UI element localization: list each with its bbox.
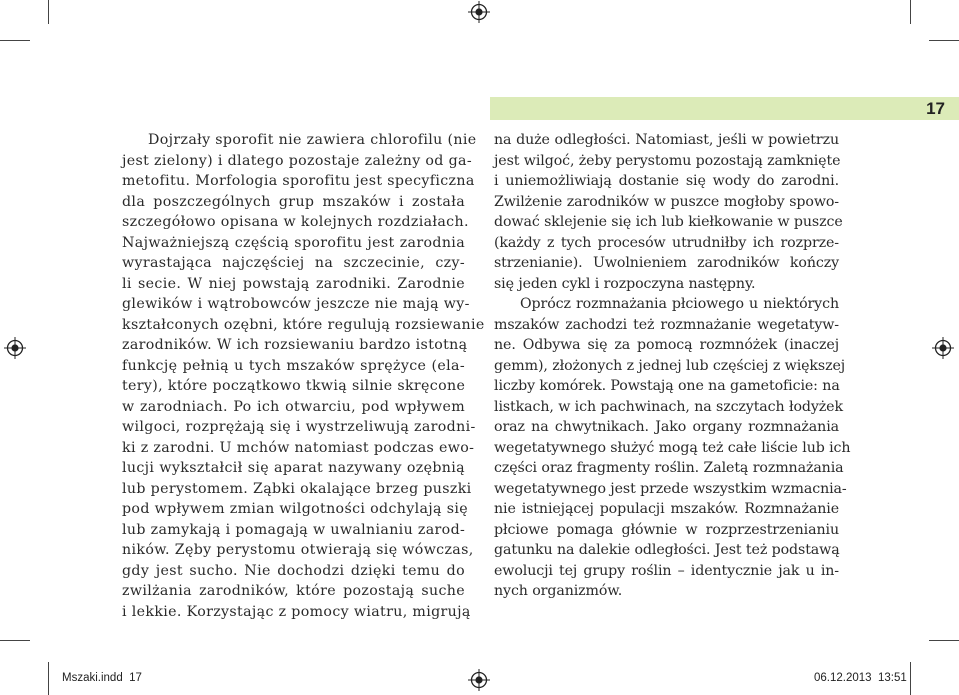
text-line: kształconych ozębni, które regulują rozsiewanie [122, 316, 485, 333]
text-line: na duże odległości. Natomiast, jeśli w powietrzu [494, 132, 839, 148]
crop-mark [0, 40, 30, 41]
footer-date: 06.12.2013 [814, 672, 872, 684]
right-text-column [494, 130, 851, 602]
text-line: gdy jest sucho. Nie dochodzi dzięki temu do [122, 562, 465, 579]
crop-mark [0, 640, 30, 641]
text-line: li secie. W niej powstają zarodniki. Zarodnie [122, 275, 465, 292]
text-line: lub perystomem. Ząbki okalające brzeg puszki [122, 480, 472, 497]
text-line: ewolucji tej grupy roślin – identycznie jak u in- [494, 562, 839, 579]
text-line: nie istniejącej populacji mszaków. Rozmnażanie [494, 501, 839, 517]
text-line: strzenianie). Uwolnieniem zarodników kończy [494, 255, 839, 271]
text-line: Najważniejszą częścią sporofitu jest zarodnia [122, 234, 465, 251]
text-line: Oprócz rozmnażania płciowego u niektórych [520, 296, 839, 312]
text-line: lucji wykształcił się aparat nazywany ozębnią [122, 460, 465, 476]
footer-file-info [62, 672, 142, 684]
text-line: liczby komórek. Powstają one na gametoficie: na [494, 378, 840, 394]
text-line: części oraz fragmenty roślin. Zaletą rozmnażania [494, 460, 844, 476]
left-text-column [122, 130, 485, 622]
text-line: funkcję pełnią u tych mszaków sprężyce (ela- [122, 357, 465, 374]
text-line: lub zamykają i pomagają w uwalnianiu zarod- [122, 521, 466, 538]
text-line: wegetatywnego służyć mogą też całe liście lub ich [494, 439, 851, 456]
footer-timestamp [814, 672, 907, 684]
crop-mark [929, 40, 959, 41]
registration-mark-bottom-icon [468, 669, 490, 691]
text-line: wilgoci, rozprężają się i wystrzeliwują zarodni- [122, 419, 476, 435]
footer-file-page: 17 [129, 672, 142, 684]
text-line: listkach, w ich pachwinach, na szczytach łodyżek [494, 398, 843, 415]
text-line: jest zielony) i dlatego pozostaje zależny od ga- [122, 152, 472, 169]
text-line: płciowe pomaga głównie w rozprzestrzenianiu [494, 521, 839, 538]
text-line: dla poszczególnych grup mszaków i została [122, 193, 465, 210]
registration-mark-right-icon [932, 337, 954, 359]
text-line: Zwilżenie zarodników w puszce mogłoby spowo- [494, 193, 839, 210]
text-line: jest wilgoć, żeby perystomu pozostają zamknięte [494, 152, 841, 169]
page-number: 17 [926, 99, 945, 118]
text-line: glewików i wątrobowców jeszcze nie mają wy- [122, 296, 470, 312]
text-line: się jeden cykl i rozpoczyna następny. [494, 275, 756, 292]
text-line: tery), które początkowo tkwią silnie skręcone [122, 378, 466, 394]
text-line: i uniemożliwiają dostanie się wody do zarodni. [494, 173, 839, 189]
text-line: dować sklejenie się ich lub kiełkowanie w puszce [494, 214, 843, 230]
footer-file-name: Mszaki.indd [62, 672, 123, 684]
text-line: ki z zarodni. U mchów natomiast podczas ewo- [122, 439, 475, 456]
text-line: oraz na chwytnikach. Jako organy rozmnażania [494, 419, 839, 435]
crop-mark [910, 0, 911, 24]
text-line: w zarodniach. Po ich otwarciu, pod wpływem [122, 398, 465, 415]
text-line: metofitu. Morfologia sporofitu jest specyficzna [122, 173, 475, 189]
footer-time: 13:51 [877, 672, 907, 684]
text-line: zarodników. W ich rozsiewaniu bardzo istotną [122, 337, 468, 353]
text-line: wegetatywnego jest przede wszystkim wzmacnia- [494, 480, 847, 497]
text-line: wyrastająca najczęściej na szczecinie, czy- [122, 255, 465, 271]
text-line: gemm), złożonych z jednej lub częściej z większej [494, 357, 846, 374]
text-line: mszaków zachodzi też rozmnażanie wegetatyw- [494, 316, 839, 333]
text-line: nych organizmów. [494, 583, 623, 599]
text-line: gatunku na dalekie odległości. Jest też podstawą [494, 542, 840, 558]
text-line: szczegółowo opisana w kolejnych rozdziałach. [122, 214, 469, 230]
registration-mark-left-icon [4, 337, 26, 359]
text-line: ne. Odbywa się za pomocą rozmnóżek (inaczej [494, 337, 839, 353]
crop-mark [929, 640, 959, 641]
text-line: zwilżania zarodników, które pozostają suche [122, 583, 465, 599]
crop-mark [910, 662, 911, 695]
text-line: i lekkie. Korzystając z pomocy wiatru, migrują [122, 603, 471, 620]
crop-mark [48, 0, 49, 24]
text-line: ników. Zęby perystomu otwierają się wówczas, [122, 542, 474, 558]
text-line: (każdy z tych procesów utrudniłby ich rozprze- [494, 234, 839, 251]
crop-mark [48, 662, 49, 695]
text-line: pod wpływem zmian wilgotności odchylają się [122, 501, 468, 517]
text-line: Dojrzały sporofit nie zawiera chlorofilu (nie [148, 132, 477, 148]
page-header-band [490, 97, 959, 120]
registration-mark-top-icon [468, 1, 490, 23]
